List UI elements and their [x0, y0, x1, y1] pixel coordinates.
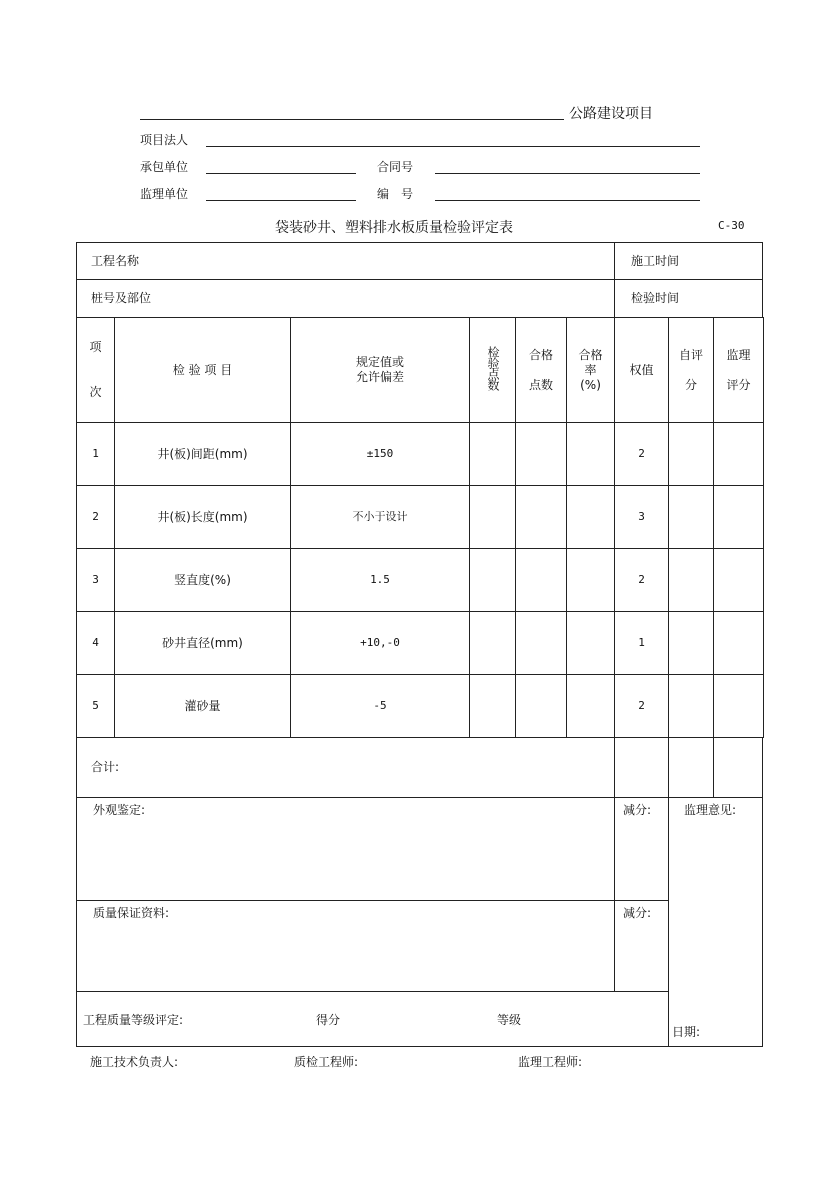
- level-label: 等级: [497, 1013, 522, 1027]
- col-header-pass-rate: 合格 率 (%): [566, 317, 615, 423]
- row-3-sup-score: [713, 548, 764, 612]
- row-5-weight: 2: [614, 674, 669, 738]
- row-5-pass-rate: [566, 674, 615, 738]
- score-label: 得分: [316, 1013, 341, 1027]
- deduct-2-cell: 减分:: [614, 900, 669, 992]
- row-1-self-score: [668, 422, 714, 486]
- row-5-sup-score: [713, 674, 764, 738]
- col-header-item: 检 验 项 目: [114, 317, 291, 423]
- total-self: [668, 737, 714, 798]
- serial-no-line: [435, 200, 700, 201]
- row-2-sup-score: [713, 485, 764, 549]
- contract-no-label: 合同号: [377, 160, 414, 174]
- form-code: C-30: [718, 219, 745, 232]
- col-header-no: 项 次: [76, 317, 115, 423]
- row-2-weight: 3: [614, 485, 669, 549]
- grade-label: 工程质量等级评定:: [83, 1013, 184, 1027]
- row-2-spec: 不小于设计: [290, 485, 470, 549]
- supervising-engineer-label: 监理工程师:: [518, 1055, 583, 1069]
- qc-engineer-label: 质检工程师:: [294, 1055, 359, 1069]
- row-4-points: [469, 611, 516, 675]
- row-5-spec: -5: [290, 674, 470, 738]
- date-label: 日期:: [672, 1025, 701, 1039]
- col-header-spec: 规定值或 允许偏差: [290, 317, 470, 423]
- row-5-self-score: [668, 674, 714, 738]
- contract-no-line: [435, 173, 700, 174]
- col-header-weight: 权值: [614, 317, 669, 423]
- supervisor-line: [206, 200, 356, 201]
- project-name-line: [140, 119, 564, 120]
- row-1-item: 井(板)间距(mm): [114, 422, 291, 486]
- row-1-pass-rate: [566, 422, 615, 486]
- legal-person-line: [206, 146, 700, 147]
- row-2-self-score: [668, 485, 714, 549]
- serial-no-label: 编 号: [377, 187, 414, 201]
- total-cell: 合计:: [76, 737, 615, 798]
- col-header-sup-score: 监理 评分: [713, 317, 764, 423]
- row-3-pass-points: [515, 548, 567, 612]
- row-4-sup-score: [713, 611, 764, 675]
- row-2-item: 井(板)长度(mm): [114, 485, 291, 549]
- form-title: 袋装砂井、塑料排水板质量检验评定表: [275, 220, 513, 236]
- col-header-pass-points: 合格 点数: [515, 317, 567, 423]
- inspection-time-cell: 检验时间: [614, 279, 763, 318]
- row-2-pass-points: [515, 485, 567, 549]
- quality-docs-cell: 质量保证资料:: [76, 900, 615, 992]
- project-name-cell: 工程名称: [76, 242, 615, 280]
- row-3-points: [469, 548, 516, 612]
- row-1-pass-points: [515, 422, 567, 486]
- row-3-pass-rate: [566, 548, 615, 612]
- row-4-item: 砂井直径(mm): [114, 611, 291, 675]
- total-sup: [713, 737, 763, 798]
- grade-cell: [76, 991, 669, 1047]
- row-4-self-score: [668, 611, 714, 675]
- row-3-self-score: [668, 548, 714, 612]
- row-1-no: 1: [76, 422, 115, 486]
- total-weight: [614, 737, 669, 798]
- col-header-points: 检验点数: [469, 317, 516, 423]
- row-2-points: [469, 485, 516, 549]
- row-1-sup-score: [713, 422, 764, 486]
- row-1-spec: ±150: [290, 422, 470, 486]
- row-5-points: [469, 674, 516, 738]
- tech-lead-label: 施工技术负责人:: [90, 1055, 179, 1069]
- row-1-weight: 2: [614, 422, 669, 486]
- legal-person-label: 项目法人: [140, 133, 189, 147]
- station-cell: 桩号及部位: [76, 279, 615, 318]
- contractor-label: 承包单位: [140, 160, 189, 174]
- row-5-pass-points: [515, 674, 567, 738]
- appearance-cell: 外观鉴定:: [76, 797, 615, 901]
- supervisor-label: 监理单位: [140, 187, 189, 201]
- row-4-pass-rate: [566, 611, 615, 675]
- col-header-self-score: 自评 分: [668, 317, 714, 423]
- construction-time-cell: 施工时间: [614, 242, 763, 280]
- row-2-no: 2: [76, 485, 115, 549]
- row-3-item: 竖直度(%): [114, 548, 291, 612]
- row-4-pass-points: [515, 611, 567, 675]
- row-1-points: [469, 422, 516, 486]
- supervisor-opinion-cell: 监理意见: 日期:: [668, 797, 763, 1047]
- row-5-no: 5: [76, 674, 115, 738]
- contractor-line: [206, 173, 356, 174]
- deduct-1-cell: 减分:: [614, 797, 669, 901]
- row-4-spec: +10,-0: [290, 611, 470, 675]
- row-3-spec: 1.5: [290, 548, 470, 612]
- project-suffix: 公路建设项目: [569, 106, 653, 122]
- row-3-weight: 2: [614, 548, 669, 612]
- row-5-item: 灌砂量: [114, 674, 291, 738]
- row-2-pass-rate: [566, 485, 615, 549]
- row-4-no: 4: [76, 611, 115, 675]
- row-3-no: 3: [76, 548, 115, 612]
- row-4-weight: 1: [614, 611, 669, 675]
